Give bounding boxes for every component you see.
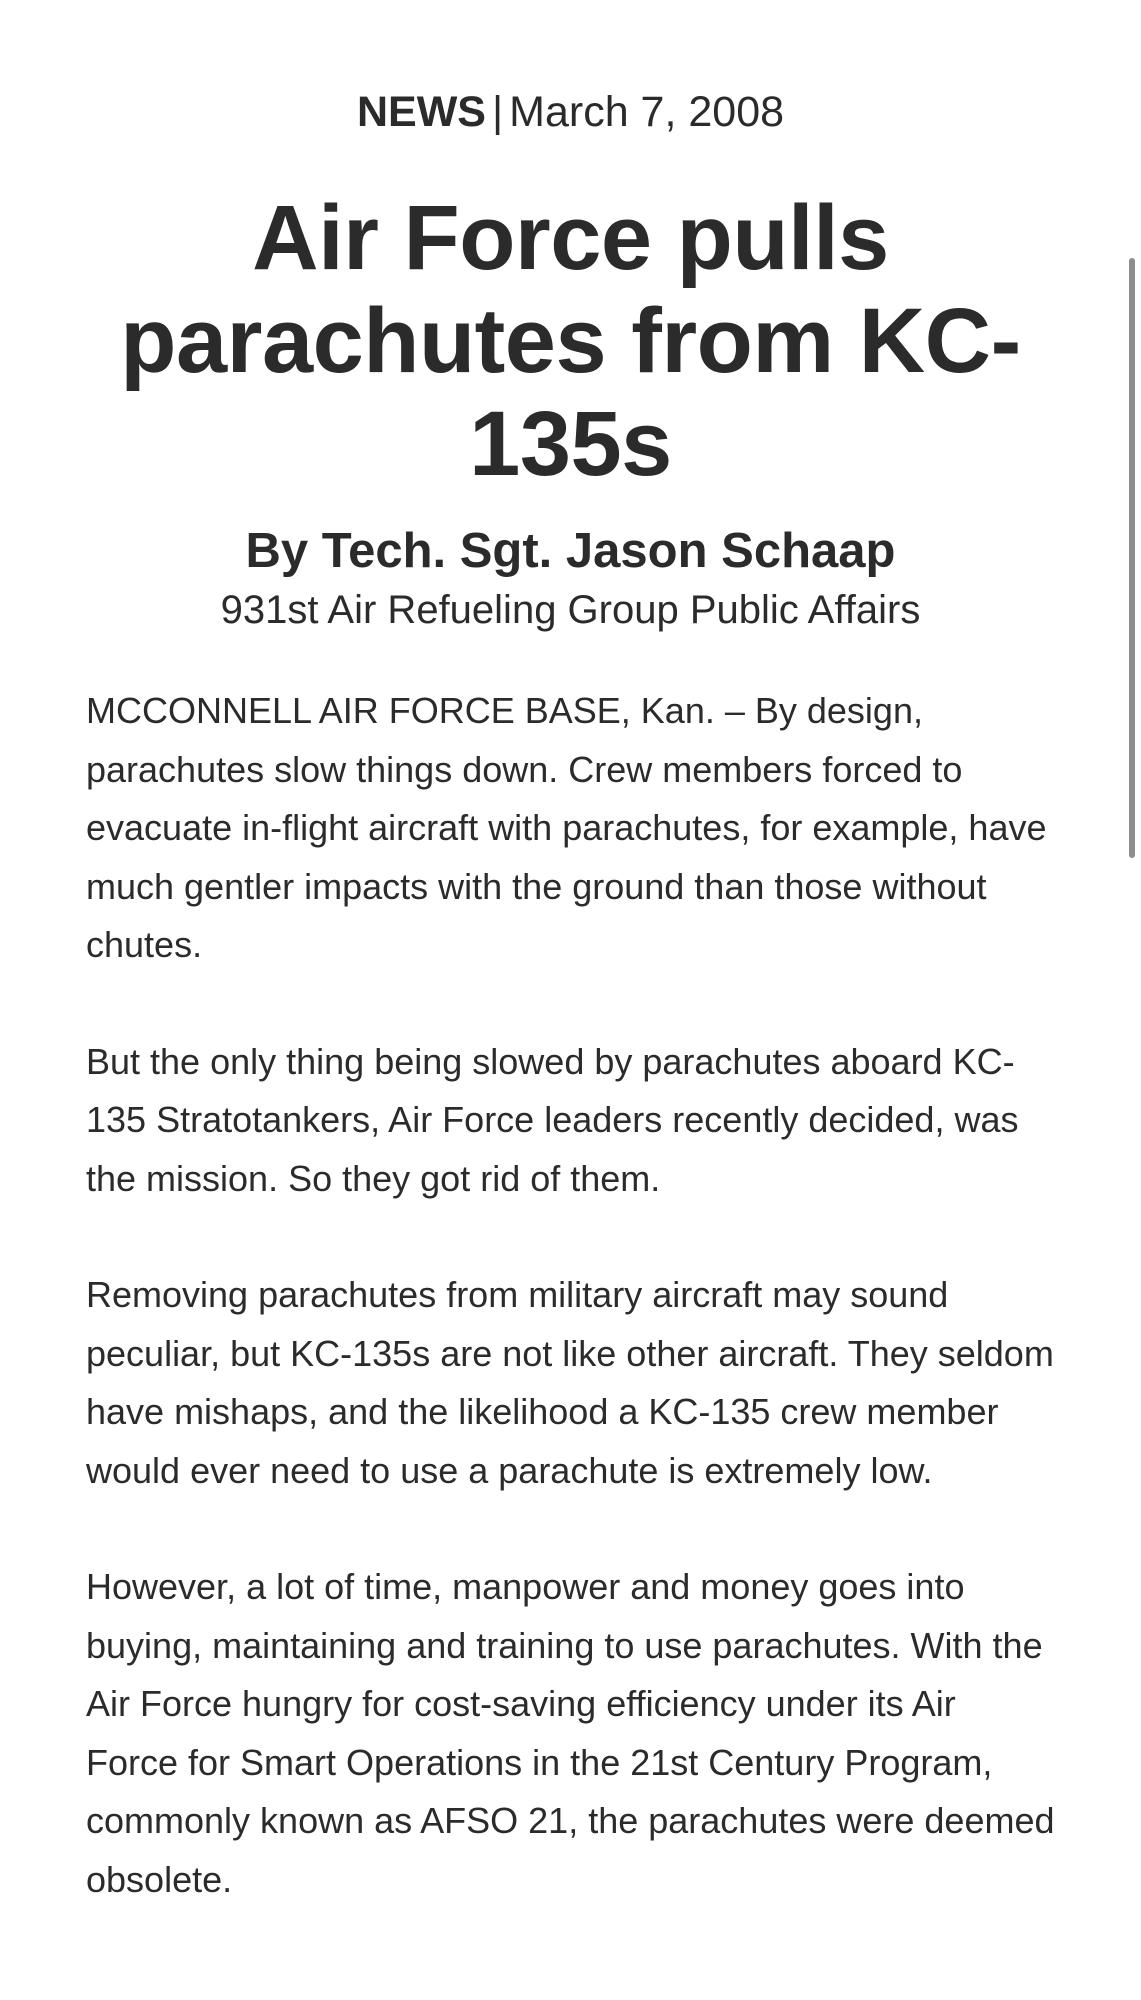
category-label[interactable]: NEWS [356,88,486,136]
author-unit: 931st Air Refueling Group Public Affairs [220,588,921,632]
article-dateline [0,84,1141,140]
article-paragraph: MCCONNELL AIR FORCE BASE, Kan. – By design, parachutes slow things down. Crew members forced to evacuate in-flight aircraft with parachutes, for example, have much gentler impacts with the ground than those without chutes. [86,690,1047,965]
dateline-separator: | [491,88,504,136]
vertical-scrollbar[interactable] [1129,258,1135,858]
publish-date: March 7, 2008 [509,88,785,136]
article-paragraph: But the only thing being slowed by parachutes aboard KC-135 Stratotankers, Air Force leaders recently decided, was the mission. So they got rid of them. [86,1040,1019,1199]
article-body [86,682,1056,1967]
article-title: Air Force pulls parachutes from KC-135s [120,187,1021,495]
article-paragraph: Removing parachutes from military aircraft may sound peculiar, but KC-135s are not like other aircraft. They seldom have mishaps, and the likelihood a KC-135 crew member would ever need to use a parachute is extremely low. [86,1274,1054,1491]
article-paragraph: However, a lot of time, manpower and money goes into buying, maintaining and training to use parachutes. With the Air Force hungry for cost-saving efficiency under its Air Force for Smart Operations in the 21st Century Program, commonly known as AFSO 21, the parachutes were deemed obsolete. [86,1566,1055,1900]
article-byline: By Tech. Sgt. Jason Schaap [245,524,896,578]
